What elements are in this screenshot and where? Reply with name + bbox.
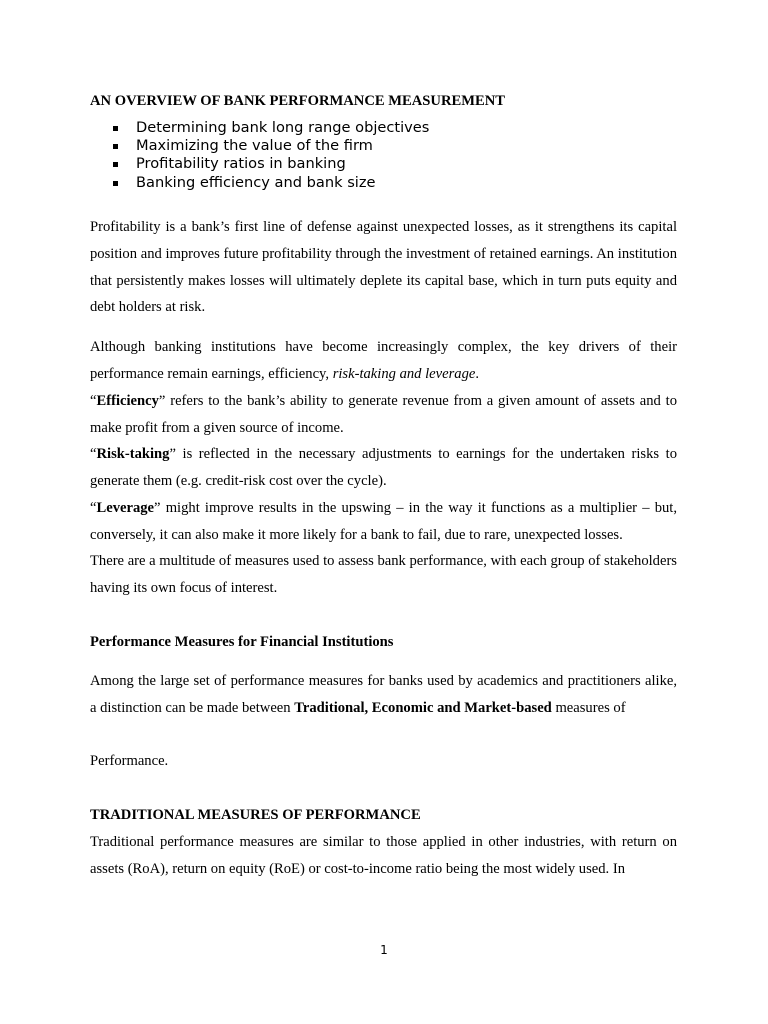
drivers-text: Although banking institutions have become increasingly complex, the key drivers of their performance remain earnings, efficiency, (90, 339, 677, 382)
efficiency-paragraph (90, 388, 677, 442)
list-item-text: Profitability ratios in banking (136, 155, 346, 173)
page-number: 1 (380, 943, 388, 957)
risk-taking-paragraph (90, 441, 677, 495)
drivers-paragraph (90, 334, 677, 388)
efficiency-text: ” refers to the bank’s ability to generate revenue from a given amount of assets and to make profit from a given source of income. (90, 393, 677, 436)
risk-taking-term: Risk-taking (96, 446, 170, 462)
performance-line: Performance. (90, 753, 169, 769)
square-bullet-icon (113, 144, 118, 149)
square-bullet-icon (113, 181, 118, 186)
drivers-italic-text: risk-taking and leverage (332, 365, 476, 382)
drivers-end: . (475, 365, 480, 382)
section-heading-traditional-measures: TRADITIONAL MEASURES OF PERFORMANCE (90, 807, 421, 823)
profitability-paragraph: Profitability is a bank’s first line of defense against unexpected losses, as it strengthens its capital position and improves future profitability through the investment of retained earnings. An institution that persistently makes losses will ultimately deplete its capital base, which in turn puts equity and debt holders at risk. (90, 219, 677, 316)
objectives-list (110, 119, 429, 192)
risk-taking-text: ” is reflected in the necessary adjustments to earnings for the undertaken risks to generate them (e.g. credit-risk cost over the cycle). (90, 446, 677, 489)
list-item (110, 119, 429, 137)
leverage-text: ” might improve results in the upswing – in the way it functions as a multiplier – but, conversely, it can also make it more likely for a bank to fail, due to rare, unexpected losses. (90, 500, 677, 543)
list-item-text: Maximizing the value of the firm (136, 137, 373, 155)
leverage-paragraph (90, 495, 677, 549)
measures-end: measures of (551, 699, 626, 716)
section-heading-performance-measures: Performance Measures for Financial Institutions (90, 634, 394, 650)
quote-mark: “ (90, 393, 97, 409)
efficiency-term: Efficiency (96, 393, 159, 409)
list-item (110, 174, 429, 192)
traditional-paragraph: Traditional performance measures are similar to those applied in other industries, with return on assets (RoA), return on equity (RoE) or cost-to-income ratio being the most widely used. In (90, 834, 677, 877)
leverage-term: Leverage (96, 500, 155, 516)
list-item (110, 137, 429, 155)
square-bullet-icon (113, 162, 118, 167)
measures-text: Among the large set of performance measures for banks used by academics and practitioners alike, a distinction can be made between (90, 673, 677, 716)
list-item-text: Determining bank long range objectives (136, 119, 430, 136)
document-title: AN OVERVIEW OF BANK PERFORMANCE MEASUREMENT (90, 93, 506, 109)
list-item-text: Banking efficiency and bank size (136, 173, 376, 191)
quote-mark: “ (90, 446, 97, 462)
multitude-paragraph: There are a multitude of measures used to assess bank performance, with each group of stakeholders having its own focus of interest. (90, 553, 677, 596)
list-item (110, 155, 429, 173)
square-bullet-icon (113, 126, 118, 131)
measures-bold-text: Traditional, Economic and Market-based (294, 699, 552, 716)
measures-paragraph (90, 668, 677, 722)
quote-mark: “ (90, 500, 97, 516)
